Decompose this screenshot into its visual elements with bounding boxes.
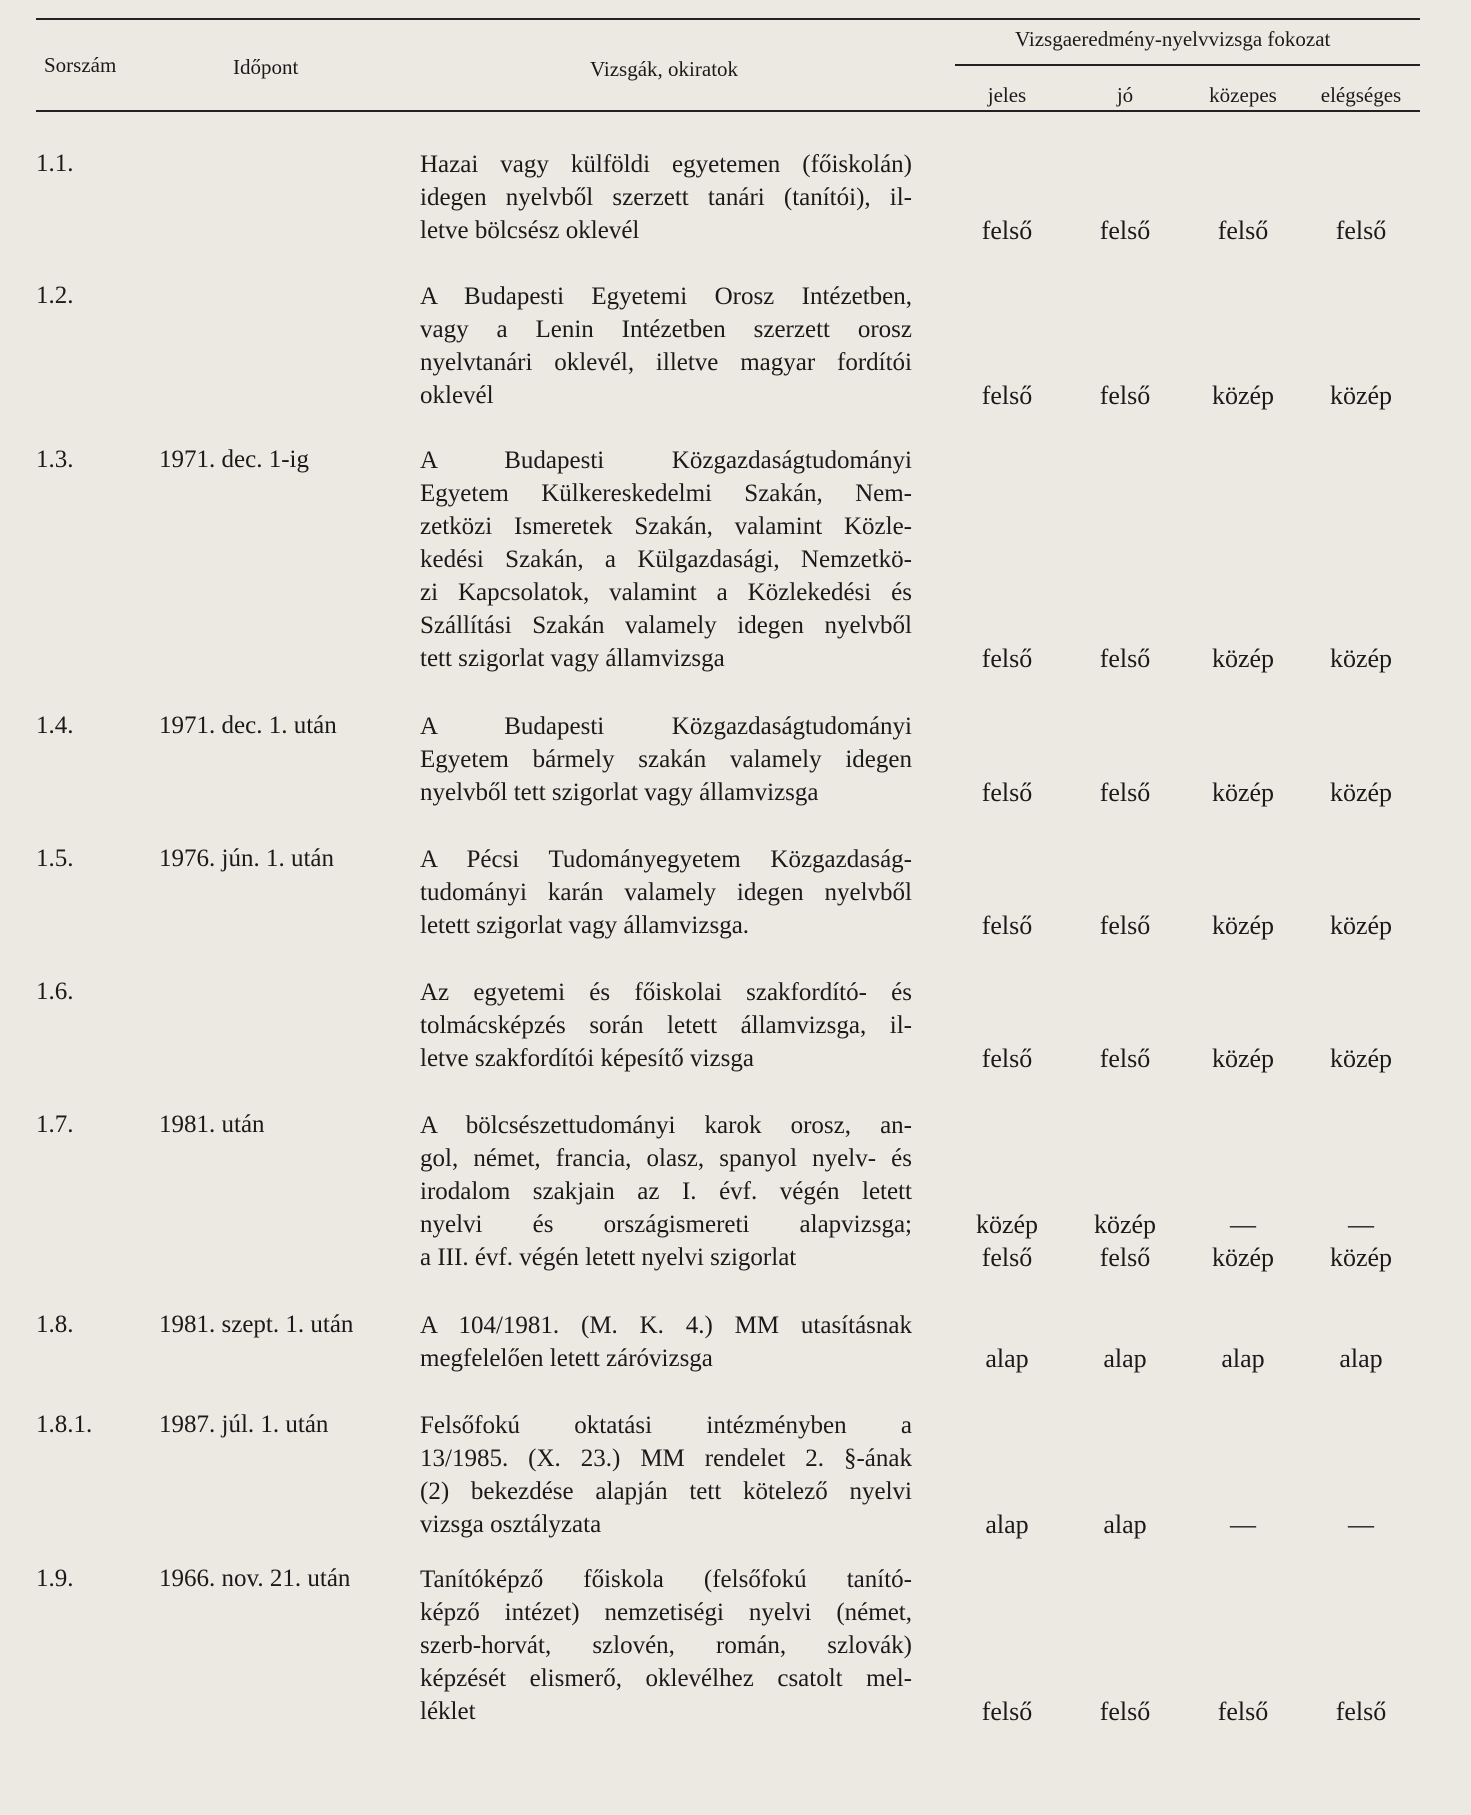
grade-jo: közép	[1093, 1210, 1157, 1239]
grade-kozepes: közép	[1211, 1044, 1275, 1073]
header-grade-elegseges: elégséges	[1320, 83, 1402, 107]
description-line: Szállítási Szakán valamely idegen nyelvből	[420, 612, 912, 639]
grade-jo: felső	[1099, 1243, 1151, 1272]
row-description	[420, 444, 912, 675]
row-description	[420, 280, 912, 412]
grade-jeles: felső	[981, 1243, 1033, 1272]
description-line: oklevél	[420, 382, 494, 409]
description-line: A bölcsészettudományi karok orosz, an-	[420, 1112, 912, 1139]
grade-jo: alap	[1103, 1510, 1147, 1539]
description-line: vizsga osztályzata	[420, 1511, 602, 1538]
description-line: Egyetem Külkereskedelmi Szakán, Nem-	[420, 480, 912, 507]
description-line: zetközi Ismeretek Szakán, valamint Közle-	[420, 513, 912, 540]
grade-elegseges: közép	[1329, 1044, 1393, 1073]
grade-jeles: felső	[981, 381, 1033, 410]
description-line: A Budapesti Közgazdaságtudományi	[420, 447, 912, 474]
grade-elegseges: —	[1348, 1510, 1374, 1539]
grade-header-rule	[955, 64, 1420, 66]
grade-elegseges: felső	[1335, 216, 1387, 245]
description-line: nyelvtanári oklevél, illetve magyar fordítói	[420, 349, 912, 376]
row-number: 1.5.	[36, 845, 74, 872]
row-number: 1.3.	[36, 446, 74, 473]
grade-jo: felső	[1099, 778, 1151, 807]
grade-kozepes: közép	[1211, 911, 1275, 940]
header-bottom-rule	[36, 110, 1420, 112]
description-line: Egyetem bármely szakán valamely idegen	[420, 746, 912, 773]
grade-kozepes: alap	[1221, 1344, 1265, 1373]
description-line: letve bölcsész oklevél	[420, 217, 640, 244]
grade-kozepes: —	[1230, 1510, 1256, 1539]
grade-elegseges: közép	[1329, 911, 1393, 940]
description-line: Az egyetemi és főiskolai szakfordító- és	[420, 979, 912, 1006]
grade-kozepes: felső	[1217, 1697, 1269, 1726]
description-line: tett szigorlat vagy államvizsga	[420, 645, 725, 672]
header-grade-jo: jó	[1116, 83, 1134, 107]
row-number: 1.4.	[36, 712, 74, 739]
header-grade-jeles: jeles	[987, 83, 1027, 107]
grade-jeles: felső	[981, 1697, 1033, 1726]
header-sorszam: Sorszám	[44, 53, 117, 77]
description-line: (2) bekezdése alapján tett kötelező nyelvi	[420, 1478, 912, 1505]
description-line: gol, német, francia, olasz, spanyol nyelv- és	[420, 1145, 912, 1172]
grade-kozepes: —	[1230, 1210, 1256, 1239]
row-description	[420, 976, 912, 1075]
description-line: 13/1985. (X. 23.) MM rendelet 2. §-ának	[420, 1445, 912, 1472]
description-line: A Budapesti Egyetemi Orosz Intézetben,	[420, 283, 912, 310]
grade-jo: felső	[1099, 381, 1151, 410]
grade-elegseges: felső	[1335, 1697, 1387, 1726]
row-description	[420, 1563, 912, 1728]
grade-jeles: alap	[985, 1344, 1029, 1373]
description-line: letett szigorlat vagy államvizsga.	[420, 912, 750, 939]
grade-kozepes: közép	[1211, 644, 1275, 673]
grade-jeles: alap	[985, 1510, 1029, 1539]
grade-jeles: felső	[981, 644, 1033, 673]
row-description	[420, 710, 912, 809]
grade-jeles: felső	[981, 216, 1033, 245]
description-line: léklet	[420, 1698, 476, 1725]
grade-jo: alap	[1103, 1344, 1147, 1373]
row-number: 1.8.	[36, 1311, 74, 1338]
grade-elegseges: alap	[1339, 1344, 1383, 1373]
grade-jeles: felső	[981, 778, 1033, 807]
grade-elegseges: közép	[1329, 778, 1393, 807]
description-line: tolmácsképzés során letett államvizsga, il-	[420, 1012, 912, 1039]
description-line: Tanítóképző főiskola (felsőfokú tanító-	[420, 1566, 912, 1593]
grade-jo: felső	[1099, 1697, 1151, 1726]
description-line: vagy a Lenin Intézetben szerzett orosz	[420, 316, 912, 343]
grade-kozepes: közép	[1211, 381, 1275, 410]
description-line: megfelelően letett záróvizsga	[420, 1345, 713, 1372]
grade-kozepes: felső	[1217, 216, 1269, 245]
row-number: 1.6.	[36, 978, 74, 1005]
grade-jeles: felső	[981, 1044, 1033, 1073]
grade-elegseges: közép	[1329, 1243, 1393, 1272]
description-line: kedési Szakán, a Külgazdasági, Nemzetkö-	[420, 546, 912, 573]
grade-jo: felső	[1099, 216, 1151, 245]
grade-jo: felső	[1099, 911, 1151, 940]
description-line: a III. évf. végén letett nyelvi szigorlat	[420, 1244, 797, 1271]
row-description	[420, 1409, 912, 1541]
grade-elegseges: —	[1348, 1210, 1374, 1239]
header-grade-kozepes: közepes	[1209, 83, 1277, 107]
header-fokozat: Vizsgaeredmény-nyelvvizsga fokozat	[1015, 27, 1331, 51]
row-time: 1971. dec. 1-ig	[159, 446, 309, 473]
grade-jo: felső	[1099, 1044, 1151, 1073]
row-description	[420, 148, 912, 247]
row-time: 1981. szept. 1. után	[159, 1311, 354, 1338]
row-number: 1.8.1.	[36, 1411, 93, 1438]
description-line: szerb-horvát, szlovén, román, szlovák)	[420, 1632, 912, 1659]
row-time: 1981. után	[159, 1111, 265, 1138]
description-line: tudományi karán valamely idegen nyelvből	[420, 879, 912, 906]
description-line: A Budapesti Közgazdaságtudományi	[420, 713, 912, 740]
description-line: nyelvi és országismereti alapvizsga;	[420, 1211, 912, 1238]
header-vizsgak: Vizsgák, okiratok	[590, 57, 739, 81]
row-time: 1987. júl. 1. után	[159, 1411, 329, 1438]
grade-jo: felső	[1099, 644, 1151, 673]
row-number: 1.1.	[36, 150, 74, 177]
top-rule	[36, 18, 1420, 20]
description-line: képző intézet) nemzetiségi nyelvi (német,	[420, 1599, 912, 1626]
description-line: nyelvből tett szigorlat vagy államvizsga	[420, 779, 819, 806]
grade-jeles: felső	[981, 911, 1033, 940]
description-line: irodalom szakjain az I. évf. végén letett	[420, 1178, 912, 1205]
description-line: zi Kapcsolatok, valamint a Közlekedési és	[420, 579, 912, 606]
row-description	[420, 1109, 912, 1274]
description-line: A Pécsi Tudományegyetem Közgazdaság-	[420, 846, 912, 873]
row-description	[420, 843, 912, 942]
description-line: képzését elismerő, oklevélhez csatolt mel-	[420, 1665, 912, 1692]
grade-elegseges: közép	[1329, 644, 1393, 673]
grade-kozepes: közép	[1211, 1243, 1275, 1272]
header-idopont: Időpont	[233, 55, 299, 79]
description-line: Hazai vagy külföldi egyetemen (főiskolán)	[420, 151, 912, 178]
row-number: 1.9.	[36, 1565, 74, 1592]
row-description	[420, 1309, 912, 1375]
row-number: 1.2.	[36, 282, 74, 309]
row-number: 1.7.	[36, 1111, 74, 1138]
row-time: 1971. dec. 1. után	[159, 712, 337, 739]
description-line: idegen nyelvből szerzett tanári (tanítói), il-	[420, 184, 912, 211]
description-line: A 104/1981. (M. K. 4.) MM utasításnak	[420, 1312, 912, 1339]
row-time: 1976. jún. 1. után	[159, 845, 334, 872]
grade-elegseges: közép	[1329, 381, 1393, 410]
description-line: letve szakfordítói képesítő vizsga	[420, 1045, 754, 1072]
row-time: 1966. nov. 21. után	[159, 1565, 351, 1592]
description-line: Felsőfokú oktatási intézményben a	[420, 1412, 912, 1439]
grade-kozepes: közép	[1211, 778, 1275, 807]
grade-jeles: közép	[975, 1210, 1039, 1239]
